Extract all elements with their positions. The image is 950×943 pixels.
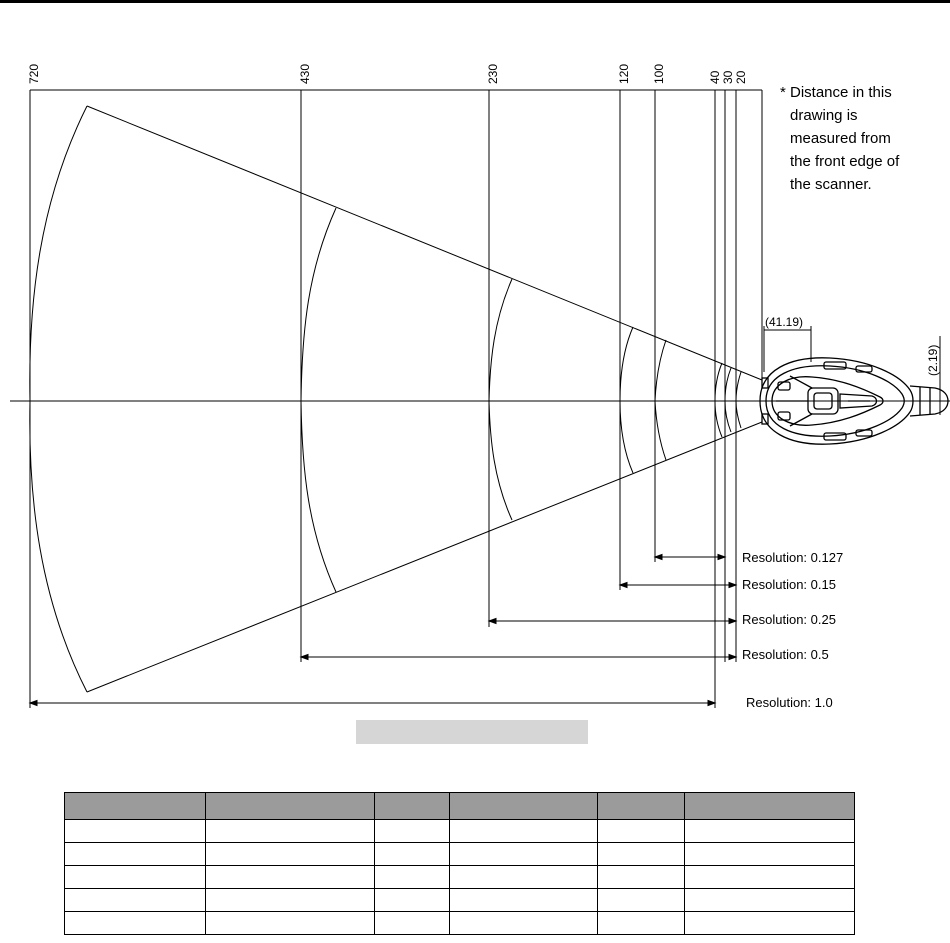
table-header-cell xyxy=(685,793,855,820)
table-cell xyxy=(206,889,375,912)
scan-edge-upper xyxy=(87,106,762,380)
resolution-dimension-05 xyxy=(301,655,736,660)
table-header-row xyxy=(65,793,855,820)
table-row xyxy=(65,912,855,935)
dof-arc-720 xyxy=(30,106,87,692)
table-header-cell xyxy=(65,793,206,820)
note-line: the scanner. xyxy=(790,176,872,193)
table-cell xyxy=(65,843,206,866)
table-cell xyxy=(65,820,206,843)
dof-arc-230 xyxy=(489,279,512,520)
dist-label-230: 230 xyxy=(486,63,500,84)
table-cell xyxy=(450,866,598,889)
table-cell xyxy=(206,820,375,843)
resolution-label-10: Resolution: 1.0 xyxy=(746,695,833,710)
table-header-cell xyxy=(450,793,598,820)
dof-arc-120 xyxy=(620,327,633,473)
dof-arc-30 xyxy=(725,368,731,432)
table-row xyxy=(65,889,855,912)
table-cell xyxy=(65,889,206,912)
dist-label-120: 120 xyxy=(617,63,631,84)
table-cell xyxy=(450,889,598,912)
resolution-dimension-015 xyxy=(620,583,736,588)
figure-caption-bar xyxy=(356,720,588,744)
table-cell xyxy=(598,889,685,912)
table-header-cell xyxy=(598,793,685,820)
table-header-cell xyxy=(206,793,375,820)
table-cell xyxy=(685,889,855,912)
dist-label-30: 30 xyxy=(721,70,735,84)
resolution-label-05: Resolution: 0.5 xyxy=(742,647,829,662)
table-cell xyxy=(598,820,685,843)
scanner-side-label: (2.19) xyxy=(926,344,940,376)
table-cell xyxy=(450,912,598,935)
resolution-label-015: Resolution: 0.15 xyxy=(742,577,836,592)
dof-arc-20 xyxy=(736,372,741,428)
table-cell xyxy=(375,866,450,889)
table-cell xyxy=(375,889,450,912)
resolution-dimension-10 xyxy=(30,701,715,706)
dist-label-100: 100 xyxy=(652,63,666,84)
table-cell xyxy=(450,820,598,843)
table-header-cell xyxy=(375,793,450,820)
dof-arc-40 xyxy=(715,363,722,437)
note-line: * Distance in this xyxy=(780,84,892,101)
table-cell xyxy=(685,843,855,866)
table-row xyxy=(65,820,855,843)
table-cell xyxy=(685,866,855,889)
dist-label-430: 430 xyxy=(298,63,312,84)
dof-arc-430 xyxy=(301,208,336,592)
table-cell xyxy=(450,843,598,866)
table-cell xyxy=(598,843,685,866)
scanner-head xyxy=(760,358,948,444)
dof-arc-100 xyxy=(655,340,666,460)
table-cell xyxy=(375,843,450,866)
spec-table xyxy=(64,792,855,935)
dist-label-720: 720 xyxy=(27,63,41,84)
resolution-label-025: Resolution: 0.25 xyxy=(742,612,836,627)
resolution-label-0127: Resolution: 0.127 xyxy=(742,550,844,565)
table-cell xyxy=(598,912,685,935)
note-line: the front edge of xyxy=(790,153,900,170)
scanner-width-label: (41.19) xyxy=(765,315,804,329)
dist-label-40: 40 xyxy=(708,70,722,84)
table-cell xyxy=(685,912,855,935)
note-line: drawing is xyxy=(790,107,858,124)
table-cell xyxy=(375,820,450,843)
dist-label-20: 20 xyxy=(734,70,748,84)
table-row xyxy=(65,866,855,889)
note-text xyxy=(780,84,903,193)
table-cell xyxy=(65,912,206,935)
table-cell xyxy=(206,912,375,935)
table-cell xyxy=(598,866,685,889)
resolution-dimension-025 xyxy=(489,619,736,624)
table-cell xyxy=(375,912,450,935)
table-cell xyxy=(65,866,206,889)
table-cell xyxy=(685,820,855,843)
table-cell xyxy=(206,843,375,866)
table-cell xyxy=(206,866,375,889)
note-line: measured from xyxy=(790,130,891,147)
table-row xyxy=(65,843,855,866)
